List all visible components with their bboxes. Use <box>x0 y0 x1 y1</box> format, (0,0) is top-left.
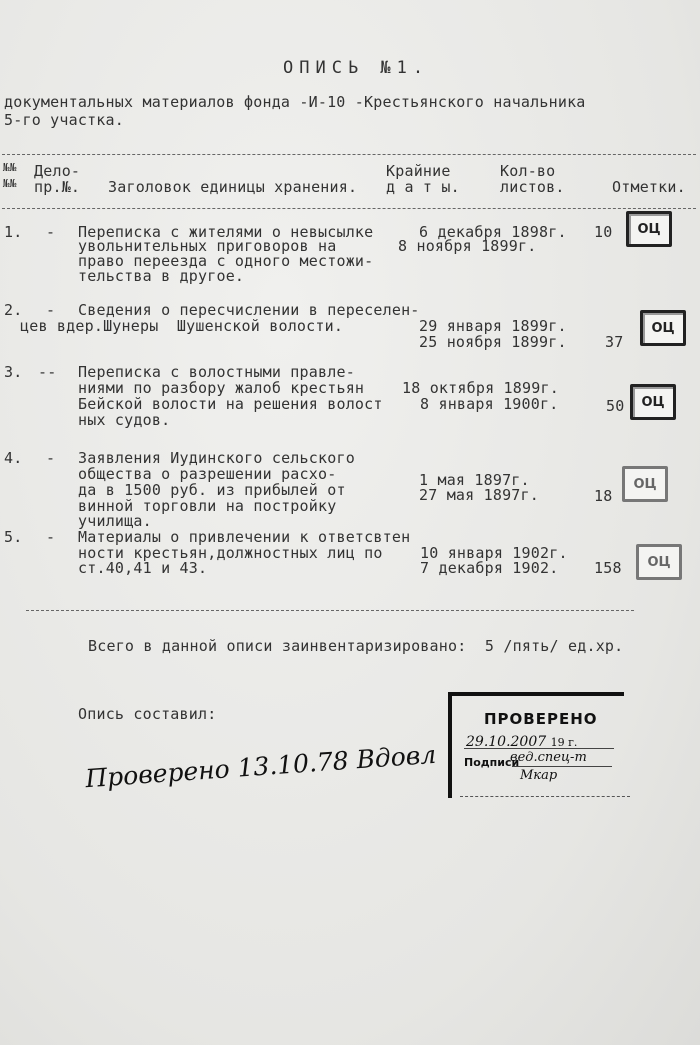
verified-stamp-title: ПРОВЕРЕНО <box>484 710 598 728</box>
col-dates-label-2: д а т ы. <box>386 178 460 196</box>
oc-stamp: ОЦ <box>630 384 676 420</box>
table-bottom-rule <box>26 610 634 611</box>
row-date-end: 8 января 1900г. <box>420 395 559 413</box>
row-title-line: винной торговли на постройку <box>78 497 337 515</box>
oc-stamp: ОЦ <box>622 466 668 502</box>
row-number: 1. <box>4 223 23 241</box>
col-dates-label-1: Крайние <box>386 162 451 180</box>
header-top-rule <box>2 154 696 155</box>
row-title-line: общества о разрешении расхо- <box>78 465 337 483</box>
row-dash: -- <box>38 363 57 381</box>
col-case-label-2: пр.№. <box>34 178 81 196</box>
oc-stamp: ОЦ <box>636 544 682 580</box>
row-title-line: Переписка с волостными правле- <box>78 363 355 381</box>
row-date-start: 1 мая 1897г. <box>419 471 530 489</box>
row-title-line: право переезда с одного местожи- <box>78 252 374 270</box>
verified-stamp <box>448 692 624 798</box>
row-date-start: 29 января 1899г. <box>419 317 567 335</box>
handwritten-signature: Проверено 13.10.78 Вдовл <box>84 739 438 794</box>
row-date-start: 18 октября 1899г. <box>402 379 559 397</box>
row-number: 5. <box>4 528 23 546</box>
row-dash: - <box>46 528 56 546</box>
row-title-line: Заявления Иудинского сельского <box>78 449 355 467</box>
stamp-signature-line <box>512 766 612 767</box>
col-heading-label: Заголовок единицы хранения. <box>108 178 358 196</box>
row-dash: - <box>46 223 56 241</box>
stamp-date-line <box>464 748 614 749</box>
row-number: 2. <box>4 301 23 319</box>
row-date-end: 27 мая 1897г. <box>419 486 539 504</box>
row-title-line: училища. <box>78 512 152 530</box>
compiled-by-label: Опись составил: <box>78 705 217 723</box>
row-sheet-count: 158 <box>594 559 622 577</box>
page-title: ОПИСЬ №1. <box>283 58 430 78</box>
fund-description-line2: 5-го участка. <box>4 111 124 129</box>
row-sheet-count: 10 <box>594 223 613 241</box>
verified-stamp-date: 29.10.2007 19 г. <box>466 734 578 750</box>
stamp-signature-1: вед.спец-т <box>510 750 587 765</box>
row-sheet-count: 37 <box>605 333 624 351</box>
stamp-signature-label: Подписи <box>464 756 520 769</box>
row-title-line: да в 1500 руб. из прибылей от <box>78 481 346 499</box>
row-date-end: 7 декабря 1902. <box>420 559 559 577</box>
col-notes-label: Отметки. <box>612 178 686 196</box>
row-title-line: цев вдер.Шунеры Шушенской волости. <box>20 317 344 335</box>
row-title-line: ниями по разбору жалоб крестьян <box>78 379 365 397</box>
row-number: 4. <box>4 449 23 467</box>
row-title-line: ст.40,41 и 43. <box>78 559 208 577</box>
row-title-line: Сведения о пересчислении в переселен- <box>78 301 420 319</box>
row-date-end: 8 ноября 1899г. <box>398 237 537 255</box>
header-bottom-rule <box>2 208 696 209</box>
col-num-label-1: №№ <box>3 161 17 174</box>
inventory-total: Всего в данной описи заинвентаризировано: 5 /пять/ ед.хр. <box>88 637 624 655</box>
row-title-line: тельства в другое. <box>78 267 245 285</box>
row-dash: - <box>46 449 56 467</box>
fund-description-line1: документальных материалов фонда -И-10 -Крестьянского начальника <box>4 93 586 111</box>
row-title-line: Материалы о привлечении к ответсвтен <box>78 528 411 546</box>
stamp-bottom-line <box>460 796 630 797</box>
row-title-line: ности крестьян,должностных лиц по <box>78 544 383 562</box>
row-sheet-count: 50 <box>606 397 625 415</box>
row-sheet-count: 18 <box>594 487 613 505</box>
row-date-end: 25 ноября 1899г. <box>419 333 567 351</box>
row-date-start: 6 декабря 1898г. <box>419 223 567 241</box>
row-title-line: Переписка с жителями о невысылке <box>78 223 374 241</box>
row-date-start: 10 января 1902г. <box>420 544 568 562</box>
row-title-line: увольнительных приговоров на <box>78 237 337 255</box>
row-number: 3. <box>4 363 23 381</box>
col-sheets-label-1: Кол-во <box>500 162 556 180</box>
row-dash: - <box>46 301 56 319</box>
stamp-signature-2: Мкар <box>520 768 558 783</box>
row-title-line: ных судов. <box>78 411 171 429</box>
row-title-line: Бейской волости на решения волост <box>78 395 383 413</box>
col-sheets-label-2: листов. <box>500 178 565 196</box>
oc-stamp: ОЦ <box>640 310 686 346</box>
col-num-label-2: №№ <box>3 177 17 190</box>
oc-stamp: ОЦ <box>626 211 672 247</box>
col-case-label-1: Дело- <box>34 162 81 180</box>
